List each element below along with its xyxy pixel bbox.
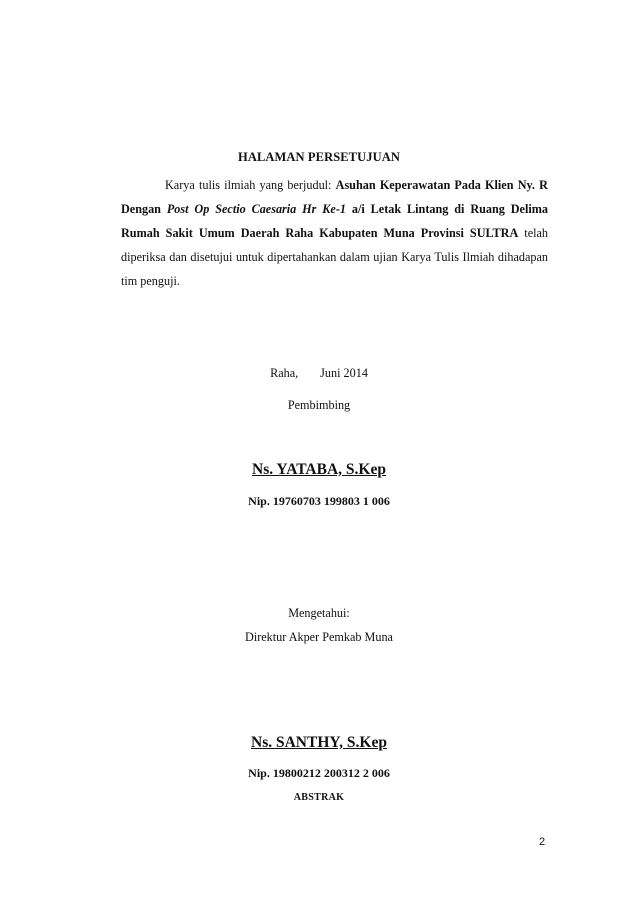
director-nip: Nip. 19800212 200312 2 006 <box>248 766 390 780</box>
advisor-signature-block <box>0 461 638 479</box>
date-text: Juni 2014 <box>320 366 368 380</box>
director-signature-block <box>0 734 638 752</box>
page-title: HALAMAN PERSETUJUAN <box>238 150 400 164</box>
advisor-name: Ns. YATABA, S.Kep <box>252 461 386 478</box>
thesis-title-italic: Post Op Sectio Caesaria Hr Ke-1 <box>166 202 346 216</box>
director-role: Direktur Akper Pemkab Muna <box>245 630 393 644</box>
place-date-line <box>0 366 638 381</box>
page-number: 2 <box>539 836 546 848</box>
thesis-title-part2: a/i Letak Lintang di Ruang Delima Rumah Sakit Umum Daerah Raha Kabupaten Muna Provinsi SULTRA <box>121 202 548 240</box>
thesis-title-part1: Asuhan Keperawatan Pada Klien Ny. R Dengan <box>121 178 548 216</box>
advisor-role: Pembimbing <box>287 398 351 412</box>
place-text: Raha, <box>270 366 299 380</box>
advisor-nip: Nip. 19760703 199803 1 006 <box>248 494 390 508</box>
director-name: Ns. SANTHY, S.Kep <box>251 734 387 751</box>
paragraph-intro: Karya tulis ilmiah yang berjudul: <box>165 178 336 192</box>
abstract-heading: ABSTRAK <box>293 792 345 803</box>
approval-paragraph <box>121 173 548 293</box>
acknowledgement-label: Mengetahui: <box>288 606 350 620</box>
paragraph-outro: telah diperiksa dan disetujui untuk dipertahankan dalam ujian Karya Tulis Ilmiah dihadapan tim penguji. <box>121 226 548 288</box>
